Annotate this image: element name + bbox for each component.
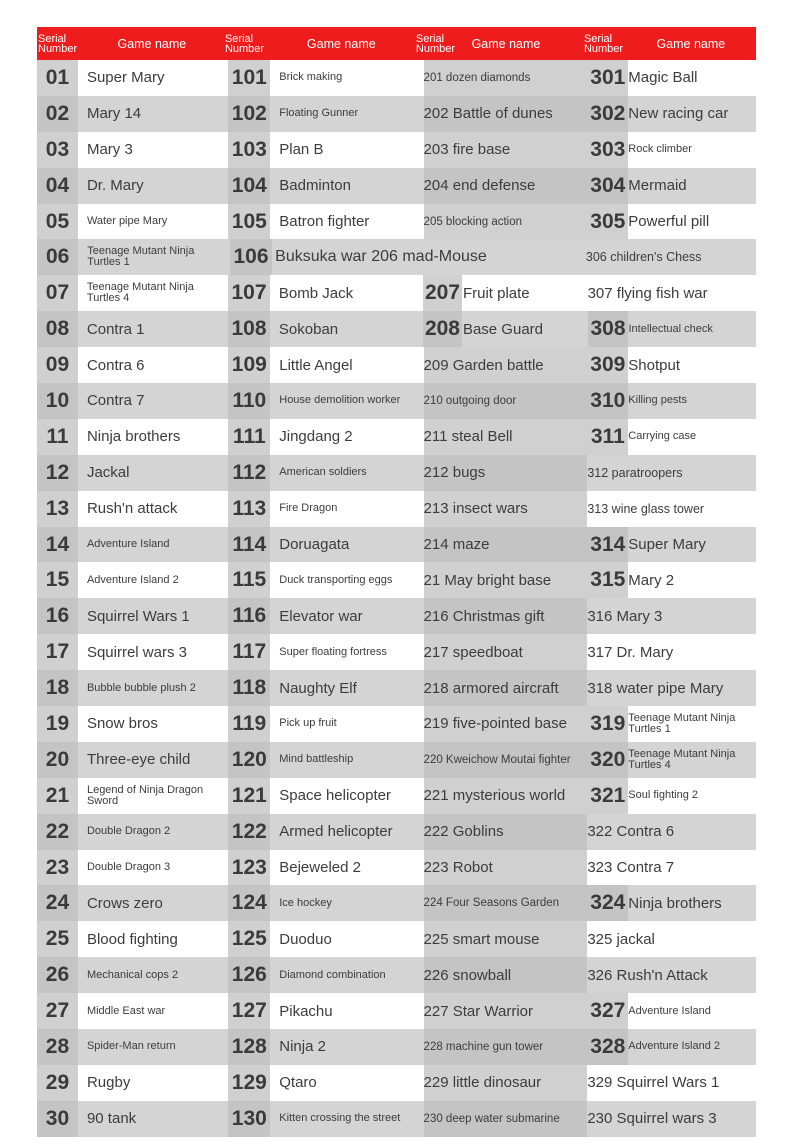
serial-number: 18 bbox=[37, 670, 78, 706]
serial-number: 19 bbox=[37, 706, 78, 742]
game-name: Buksuka war 206 mad-Mouse bbox=[275, 248, 487, 266]
serial-number: 102 bbox=[228, 96, 270, 132]
game-name: Contra 6 bbox=[86, 356, 145, 374]
game-name: Doruagata bbox=[279, 536, 350, 554]
game-name: Magic Ball bbox=[628, 69, 698, 87]
table-row bbox=[37, 383, 756, 419]
serial-number: 26 bbox=[37, 957, 78, 993]
serial-number: 29 bbox=[37, 1065, 78, 1101]
game-name: Floating Gunner bbox=[279, 107, 359, 120]
game-name: Super Mary bbox=[86, 69, 165, 87]
serial-number-header: Serial Number bbox=[583, 32, 624, 55]
game-name: 226 snowball bbox=[424, 957, 588, 993]
game-name: Super Mary bbox=[628, 536, 706, 554]
game-name: 220 Kweichow Moutai fighter bbox=[424, 742, 588, 778]
serial-number: 23 bbox=[37, 850, 78, 886]
serial-number: 125 bbox=[228, 921, 270, 957]
serial-number: 130 bbox=[228, 1101, 270, 1137]
table-row bbox=[37, 706, 756, 742]
game-name-header: Game name bbox=[117, 36, 187, 51]
table-row bbox=[37, 419, 756, 455]
serial-number: 327 bbox=[587, 993, 628, 1029]
table-row bbox=[37, 1029, 756, 1065]
serial-number: 121 bbox=[228, 778, 270, 814]
game-name: Bomb Jack bbox=[278, 284, 354, 302]
game-name: Squirrel wars 3 bbox=[86, 643, 187, 661]
table-row bbox=[37, 60, 756, 96]
serial-number: 115 bbox=[228, 562, 270, 598]
game-name: 218 armored aircraft bbox=[424, 670, 588, 706]
game-name: 307 flying fish war bbox=[587, 284, 708, 302]
serial-number: 308 bbox=[588, 311, 629, 347]
game-name: Dr. Mary bbox=[86, 177, 144, 195]
game-name: Sokoban bbox=[278, 320, 339, 338]
game-name: Contra 1 bbox=[86, 320, 145, 338]
serial-number: 304 bbox=[587, 168, 628, 204]
game-name: Mechanical cops 2 bbox=[86, 968, 179, 981]
table-row bbox=[37, 814, 756, 850]
serial-number: 101 bbox=[228, 60, 270, 96]
serial-number: 08 bbox=[37, 311, 78, 347]
game-name: Snow bros bbox=[86, 715, 158, 733]
game-name: Blood fighting bbox=[86, 930, 178, 948]
serial-number: 207 bbox=[423, 275, 462, 311]
game-name: Mary 3 bbox=[86, 141, 133, 159]
table-row bbox=[37, 562, 756, 598]
game-name: 217 speedboat bbox=[424, 634, 588, 670]
game-name: Bubble bubble plush 2 bbox=[86, 681, 196, 694]
game-name: Squirrel Wars 1 bbox=[86, 607, 190, 625]
game-name: Rugby bbox=[86, 1074, 131, 1092]
serial-number: 314 bbox=[587, 527, 628, 563]
serial-number: 114 bbox=[228, 527, 270, 563]
serial-number: 01 bbox=[37, 60, 78, 96]
game-name: Brick making bbox=[279, 71, 343, 84]
serial-number: 28 bbox=[37, 1029, 78, 1065]
game-name: 202 Battle of dunes bbox=[424, 96, 588, 132]
game-name-header: Game name bbox=[656, 36, 726, 51]
serial-number: 12 bbox=[37, 455, 78, 491]
serial-number: 120 bbox=[228, 742, 270, 778]
table-row bbox=[37, 204, 756, 240]
game-name-header: Game name bbox=[306, 36, 376, 51]
serial-number-header: Serial Number bbox=[224, 32, 265, 55]
serial-number: 321 bbox=[587, 778, 628, 814]
serial-number: 106 bbox=[230, 239, 272, 275]
serial-number: 27 bbox=[37, 993, 78, 1029]
game-name: 322 Contra 6 bbox=[587, 823, 675, 841]
game-name: Space helicopter bbox=[279, 787, 391, 805]
game-name: 230 Squirrel wars 3 bbox=[587, 1110, 717, 1128]
serial-number: 301 bbox=[587, 60, 628, 96]
serial-number: 129 bbox=[228, 1065, 270, 1101]
game-name: Qtaro bbox=[279, 1074, 317, 1092]
serial-number: 16 bbox=[37, 598, 78, 634]
table-row bbox=[37, 634, 756, 670]
serial-number: 118 bbox=[228, 670, 270, 706]
serial-number: 127 bbox=[228, 993, 270, 1029]
game-name: Little Angel bbox=[279, 356, 353, 374]
serial-number: 25 bbox=[37, 921, 78, 957]
game-name: 21 May bright base bbox=[424, 562, 588, 598]
game-name: 203 fire base bbox=[424, 132, 588, 168]
game-name: Plan B bbox=[279, 141, 324, 159]
game-name: 221 mysterious world bbox=[424, 778, 588, 814]
game-name: Kitten crossing the street bbox=[279, 1112, 401, 1125]
game-name: Adventure Island 2 bbox=[628, 1040, 721, 1053]
serial-number: 305 bbox=[587, 204, 628, 240]
serial-number: 13 bbox=[37, 491, 78, 527]
game-name: Three-eye child bbox=[86, 751, 191, 769]
serial-number: 309 bbox=[587, 347, 628, 383]
table-row bbox=[37, 993, 756, 1029]
game-name: Contra 7 bbox=[86, 392, 145, 410]
game-name: 326 Rush'n Attack bbox=[587, 966, 708, 984]
game-name: Crows zero bbox=[86, 894, 163, 912]
table-row bbox=[37, 598, 756, 634]
game-name: Fire Dragon bbox=[279, 502, 338, 515]
serial-number: 103 bbox=[228, 132, 270, 168]
game-name: Adventure Island bbox=[628, 1004, 711, 1017]
serial-number: 15 bbox=[37, 562, 78, 598]
game-name: Naughty Elf bbox=[279, 679, 357, 697]
serial-number: 10 bbox=[37, 383, 78, 419]
game-name: Duck transporting eggs bbox=[279, 573, 393, 586]
game-name: 228 machine gun tower bbox=[424, 1029, 588, 1065]
serial-number: 319 bbox=[587, 706, 628, 742]
game-name: Armed helicopter bbox=[279, 823, 393, 841]
serial-number: 09 bbox=[37, 347, 78, 383]
game-name: Batron fighter bbox=[279, 213, 370, 230]
game-name: Adventure Island 2 bbox=[86, 573, 179, 586]
game-name: 213 insect wars bbox=[424, 491, 588, 527]
serial-number: 302 bbox=[587, 96, 628, 132]
table-row bbox=[37, 670, 756, 706]
game-name: Jackal bbox=[86, 464, 130, 482]
game-name: 222 Goblins bbox=[424, 814, 588, 850]
game-name: 205 blocking action bbox=[424, 204, 588, 240]
game-name: 216 Christmas gift bbox=[424, 598, 588, 634]
serial-number: 105 bbox=[228, 204, 270, 240]
serial-number: 324 bbox=[587, 885, 628, 921]
table-row bbox=[37, 778, 756, 814]
serial-number: 113 bbox=[228, 491, 270, 527]
game-name: Teenage Mutant Ninja Turtles 4 bbox=[86, 281, 194, 305]
serial-number-header: Serial Number bbox=[415, 32, 456, 55]
serial-number: 320 bbox=[587, 742, 628, 778]
game-name: 214 maze bbox=[424, 527, 588, 563]
game-name: Pick up fruit bbox=[279, 717, 337, 730]
game-name: Ninja 2 bbox=[279, 1038, 326, 1056]
serial-number: 05 bbox=[37, 204, 78, 240]
table-row bbox=[37, 742, 756, 778]
game-name: 312 paratroopers bbox=[587, 465, 683, 480]
game-name: Ninja brothers bbox=[628, 894, 722, 912]
serial-number: 119 bbox=[228, 706, 270, 742]
game-name: American soldiers bbox=[279, 466, 367, 479]
serial-number: 20 bbox=[37, 742, 78, 778]
serial-number: 208 bbox=[423, 311, 462, 347]
game-name: House demolition worker bbox=[279, 394, 401, 407]
game-name: Bejeweled 2 bbox=[279, 859, 361, 877]
game-name: Diamond combination bbox=[279, 968, 386, 981]
serial-number: 128 bbox=[228, 1029, 270, 1065]
game-name: Ice hockey bbox=[279, 896, 332, 909]
table-row bbox=[37, 239, 756, 275]
serial-number: 22 bbox=[37, 814, 78, 850]
game-name: 323 Contra 7 bbox=[587, 859, 675, 877]
game-name: 329 Squirrel Wars 1 bbox=[587, 1074, 720, 1092]
serial-number: 315 bbox=[587, 562, 628, 598]
serial-number: 116 bbox=[228, 598, 270, 634]
game-name: Teenage Mutant Ninja Turtles 1 bbox=[628, 711, 736, 735]
serial-number: 21 bbox=[37, 778, 78, 814]
game-name: 90 tank bbox=[86, 1110, 137, 1128]
game-name: Middle East war bbox=[86, 1004, 166, 1017]
serial-number: 124 bbox=[228, 885, 270, 921]
game-name: 211 steal Bell bbox=[424, 419, 588, 455]
game-name: 317 Dr. Mary bbox=[587, 643, 674, 661]
serial-number: 107 bbox=[228, 275, 270, 311]
serial-number: 122 bbox=[228, 814, 270, 850]
game-name: 224 Four Seasons Garden bbox=[424, 885, 588, 921]
game-name: 318 water pipe Mary bbox=[587, 679, 724, 697]
game-name: Double Dragon 3 bbox=[86, 861, 171, 874]
game-name: 227 Star Warrior bbox=[424, 993, 588, 1029]
game-name: Killing pests bbox=[628, 394, 687, 407]
game-name: 325 jackal bbox=[587, 930, 655, 948]
serial-number: 04 bbox=[37, 168, 78, 204]
game-name: Double Dragon 2 bbox=[86, 825, 171, 838]
game-name: Ninja brothers bbox=[86, 428, 181, 446]
serial-number: 111 bbox=[228, 419, 270, 455]
serial-number: 108 bbox=[228, 311, 270, 347]
game-name: Spider-Man return bbox=[86, 1040, 176, 1053]
serial-number-header: Serial Number bbox=[38, 32, 78, 55]
game-name: Adventure Island bbox=[86, 538, 170, 551]
game-name: 210 outgoing door bbox=[424, 383, 588, 419]
serial-number: 14 bbox=[37, 527, 78, 563]
serial-number: 328 bbox=[587, 1029, 628, 1065]
game-name: 316 Mary 3 bbox=[587, 607, 663, 625]
table-row bbox=[37, 850, 756, 886]
game-name: Rock climber bbox=[628, 143, 692, 156]
game-name: Rush'n attack bbox=[86, 500, 178, 518]
serial-number: 07 bbox=[37, 275, 78, 311]
serial-number: 17 bbox=[37, 634, 78, 670]
game-name: Water pipe Mary bbox=[86, 215, 168, 227]
game-name: Teenage Mutant Ninja Turtles 1 bbox=[87, 245, 195, 269]
game-name: 219 five-pointed base bbox=[424, 706, 588, 742]
game-name: 223 Robot bbox=[424, 850, 588, 886]
game-name: Base Guard bbox=[462, 320, 543, 338]
table-body bbox=[37, 60, 756, 1137]
game-name: Carrying case bbox=[628, 430, 697, 443]
game-name: Badminton bbox=[279, 177, 351, 195]
game-name: 229 little dinosaur bbox=[424, 1065, 588, 1101]
table-row bbox=[37, 921, 756, 957]
game-name: 306 children's Chess bbox=[585, 250, 702, 265]
game-name: 201 dozen diamonds bbox=[424, 60, 588, 96]
game-name: 204 end defense bbox=[424, 168, 588, 204]
game-name: Mary 14 bbox=[86, 105, 142, 123]
game-name: Super floating fortress bbox=[279, 645, 387, 658]
table-row bbox=[37, 311, 756, 347]
game-name: 230 deep water submarine bbox=[424, 1101, 588, 1137]
table-header bbox=[37, 27, 756, 60]
game-name: Soul fighting 2 bbox=[628, 789, 699, 802]
table-row bbox=[37, 455, 756, 491]
game-list-table bbox=[37, 27, 756, 1137]
serial-number: 303 bbox=[587, 132, 628, 168]
game-name: 225 smart mouse bbox=[424, 921, 588, 957]
game-name: Pikachu bbox=[279, 1002, 333, 1020]
serial-number: 104 bbox=[228, 168, 270, 204]
game-name: Jingdang 2 bbox=[279, 428, 353, 446]
serial-number: 109 bbox=[228, 347, 270, 383]
table-row bbox=[37, 347, 756, 383]
serial-number: 117 bbox=[228, 634, 270, 670]
game-name: Shotput bbox=[628, 356, 681, 374]
serial-number: 11 bbox=[37, 419, 78, 455]
game-name: Fruit plate bbox=[462, 284, 530, 302]
table-row bbox=[37, 527, 756, 563]
game-name: Duoduo bbox=[279, 930, 332, 948]
serial-number: 112 bbox=[228, 455, 270, 491]
table-row bbox=[37, 885, 756, 921]
table-row bbox=[37, 957, 756, 993]
table-row bbox=[37, 1065, 756, 1101]
serial-number: 03 bbox=[37, 132, 78, 168]
game-name: New racing car bbox=[628, 105, 729, 123]
serial-number: 110 bbox=[228, 383, 270, 419]
game-name: Elevator war bbox=[279, 607, 363, 625]
serial-number: 24 bbox=[37, 885, 78, 921]
serial-number: 02 bbox=[37, 96, 78, 132]
game-name: Mind battleship bbox=[279, 753, 354, 766]
game-name: 212 bugs bbox=[424, 455, 588, 491]
serial-number: 126 bbox=[228, 957, 270, 993]
game-name: Intellectual check bbox=[628, 322, 713, 335]
table-row bbox=[37, 275, 756, 311]
game-name: 313 wine glass tower bbox=[587, 501, 705, 516]
table-row bbox=[37, 491, 756, 527]
table-row bbox=[37, 96, 756, 132]
game-name-header: Game name bbox=[471, 36, 541, 51]
serial-number: 06 bbox=[37, 239, 78, 275]
serial-number: 311 bbox=[587, 419, 628, 455]
table-row bbox=[37, 1101, 756, 1137]
serial-number: 123 bbox=[228, 850, 270, 886]
game-name: Teenage Mutant Ninja Turtles 4 bbox=[628, 747, 736, 771]
serial-number: 30 bbox=[37, 1101, 78, 1137]
game-name: Powerful pill bbox=[628, 213, 710, 230]
game-name: Legend of Ninja Dragon Sword bbox=[86, 783, 204, 807]
game-name: Mermaid bbox=[628, 177, 687, 195]
table-row bbox=[37, 168, 756, 204]
game-name: Mary 2 bbox=[628, 571, 675, 589]
table-row bbox=[37, 132, 756, 168]
game-name: 209 Garden battle bbox=[424, 347, 588, 383]
serial-number: 310 bbox=[587, 383, 628, 419]
